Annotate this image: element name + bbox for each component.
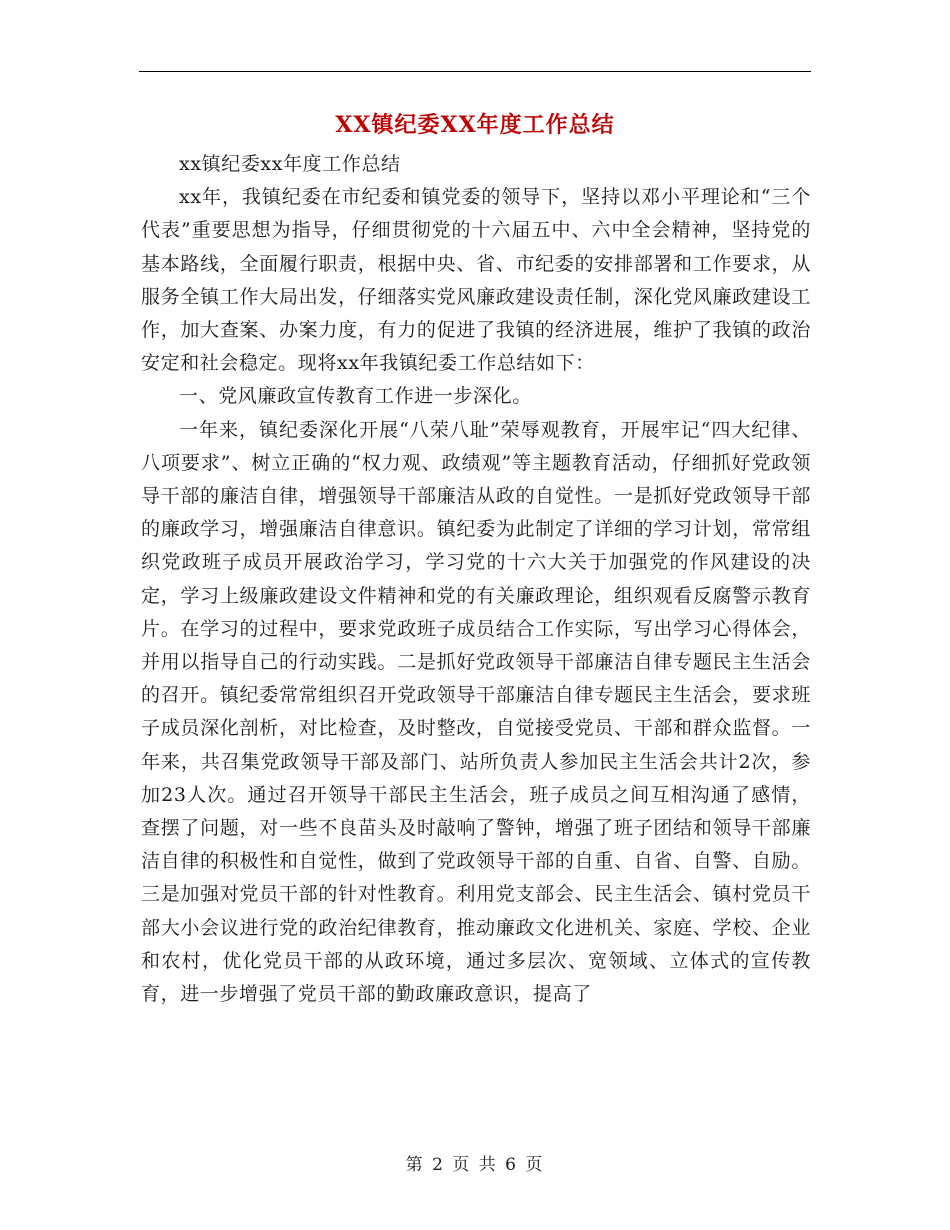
- paragraph-subtitle: xx镇纪委xx年度工作总结: [179, 153, 401, 175]
- header-rule: [139, 71, 811, 72]
- document-title: XX镇纪委XX年度工作总结: [335, 112, 615, 138]
- document-body: [141, 148, 811, 1011]
- section-heading-1: 一、党风廉政宣传教育工作进一步深化。: [179, 385, 532, 408]
- page-number-footer: 第 2 页 共 6 页: [405, 1155, 545, 1175]
- paragraph-section-1: 一年来，镇纪委深化开展“八荣八耻”荣辱观教育，开展牢记“四大纪律、八项要求”、树立正确的“权力观、政绩观”等主题教育活动，仔细抓好党政领导干部的廉洁自律，增强领导干部廉洁从政的自觉性。一是抓好党政领导干部的廉政学习，增强廉洁自律意识。镇纪委为此制定了详细的学习计划，常常组织党政班子成员开展政治学习，学习党的十六大关于加强党的作风建设的决定，学习上级廉政建设文件精神和党的有关廉政理论，组织观看反腐警示教育片。在学习的过程中，要求党政班子成员结合工作实际，写出学习心得体会，并用以指导自己的行动实践。二是抓好党政领导干部廉洁自律专题民主生活会的召开。镇纪委常常组织召开党政领导干部廉洁自律专题民主生活会，要求班子成员深化剖析，对比检查，及时整改，自觉接受党员、干部和群众监督。一年来，共召集党政领导干部及部门、站所负责人参加民主生活会共计2次，参加23人次。通过召开领导干部民主生活会，班子成员之间互相沟通了感情，查摆了问题，对一些不良苗头及时敲响了警钟，增强了班子团结和领导干部廉洁自律的积极性和自觉性，做到了党政领导干部的自重、自省、自警、自励。三是加强对党员干部的针对性教育。利用党支部会、民主生活会、镇村党员干部大小会议进行党的政治纪律教育，推动廉政文化进机关、家庭、学校、企业和农村，优化党员干部的从政环境，通过多层次、宽领域、立体式的宣传教育，进一步增强了党员干部的勤政廉政意识，提高了: [141, 418, 811, 1006]
- paragraph-intro: xx年，我镇纪委在市纪委和镇党委的领导下，坚持以邓小平理论和“三个代表”重要思想为指导，仔细贯彻党的十六届五中、六中全会精神，坚持党的基本路线，全面履行职责，根据中央、省、市纪委的安排部署和工作要求，从服务全镇工作大局出发，仔细落实党风廉政建设责任制，深化党风廉政建设工作，加大查案、办案力度，有力的促进了我镇的经济进展，维护了我镇的政治安定和社会稳定。现将xx年我镇纪委工作总结如下：: [141, 186, 811, 375]
